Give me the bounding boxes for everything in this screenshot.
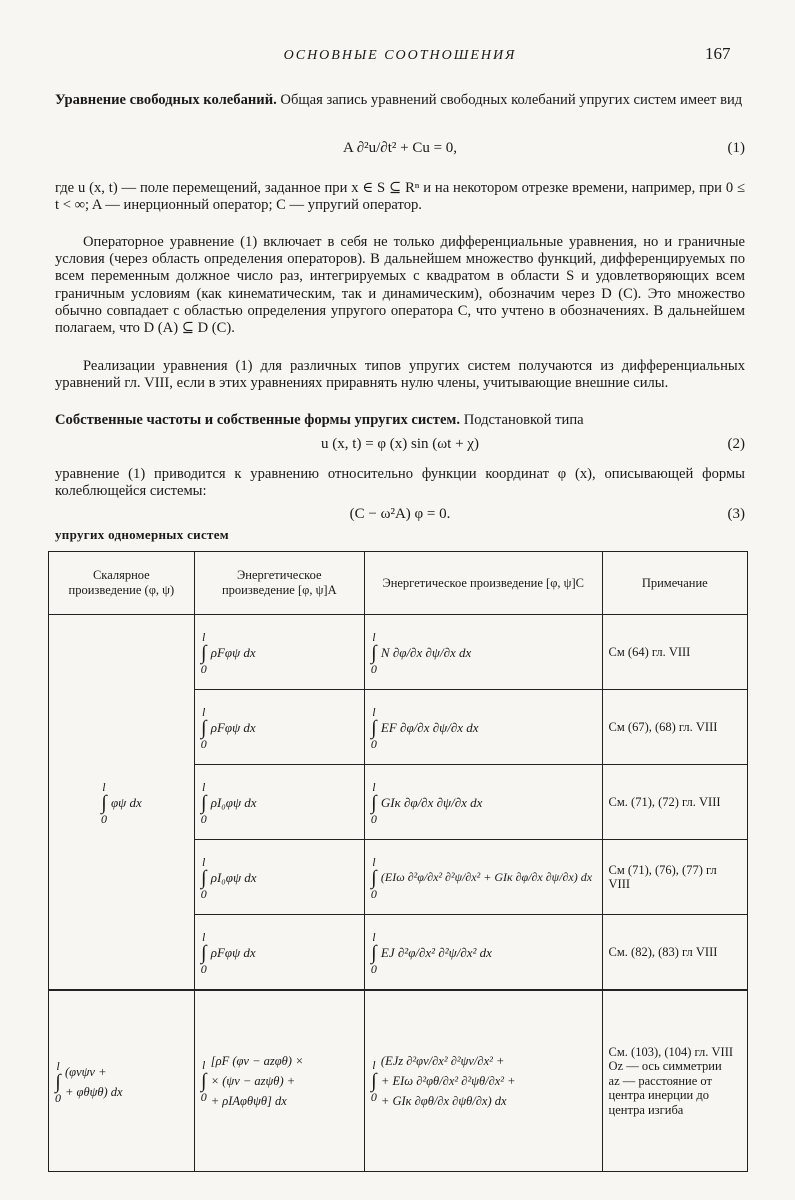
integral-sign: ∫	[101, 791, 107, 814]
upper-limit: l	[56, 1058, 60, 1073]
integrand: GIк ∂φ/∂x ∂ψ/∂x dx	[380, 794, 483, 810]
integral-expression	[201, 1051, 304, 1111]
integrand: ρFφψ dx	[210, 644, 256, 660]
integral-limits	[371, 1059, 377, 1103]
integrand: N ∂φ/∂x ∂ψ/∂x dx	[380, 644, 472, 660]
integrand: EF ∂φ/∂x ∂ψ/∂x dx	[380, 719, 479, 735]
section-heading-eigen: Собственные частоты и собственные формы упругих систем.	[55, 412, 461, 428]
integral-sign: ∫	[371, 716, 377, 739]
integral-sign: ∫	[371, 1070, 377, 1092]
header-energy-a: Энергетическое произведение [φ, ψ]A	[194, 552, 364, 615]
integrand-line: [ρF (φv − azφθ) ×	[210, 1054, 304, 1068]
integrand-line: × (ψv − azψθ) +	[210, 1074, 296, 1088]
integral-limits	[371, 631, 377, 675]
upper-limit: l	[202, 629, 206, 644]
group2-scalar-cell	[49, 990, 195, 1172]
lower-limit: 0	[200, 661, 207, 676]
integral-expression	[201, 706, 256, 750]
integral-expression	[55, 1060, 123, 1104]
paragraph-reduction: уравнение (1) приводится к уравнению относительно функции координат φ (x), описывающей формы колеблющейся системы:	[55, 466, 745, 500]
integral-sign: ∫	[371, 866, 377, 889]
page-number: 167	[705, 44, 731, 63]
paragraph-realization: Реализации уравнения (1) для различных типов упругих систем получаются из дифференциальных уравнений гл. VIII, если в этих уравнениях приравнять нулю члены, учитывающие внешние силы.	[55, 358, 745, 392]
intro-text: Общая запись уравнений свободных колебаний упругих систем имеет вид	[280, 92, 743, 108]
upper-limit: l	[202, 929, 206, 944]
lower-limit: 0	[370, 736, 377, 751]
note-line: az — расстояние от центра инерции до центра изгиба	[608, 1073, 712, 1117]
integral-expression	[371, 931, 492, 975]
row6-energy-a	[194, 990, 364, 1172]
row5-energy-c	[364, 915, 602, 991]
row5-note: См. (82), (83) гл VIII	[602, 915, 747, 991]
integral-limits	[201, 856, 207, 900]
integrand	[65, 1062, 123, 1102]
upper-limit: l	[202, 1058, 206, 1072]
lower-limit: 0	[200, 811, 207, 826]
integral-expression	[201, 781, 257, 825]
integral-limits	[371, 856, 377, 900]
integral-limits	[101, 781, 107, 825]
integral-limits	[201, 706, 207, 750]
eigen-intro: Подстановкой типа	[463, 412, 584, 428]
integral-sign: ∫	[200, 716, 207, 739]
equation-3	[55, 500, 745, 530]
equation-1	[55, 134, 745, 164]
lower-limit: 0	[370, 886, 377, 901]
upper-limit: l	[372, 929, 376, 944]
integral-limits	[371, 931, 377, 975]
lower-limit: 0	[370, 811, 377, 826]
integral-expression	[101, 781, 142, 825]
integrand	[211, 1051, 304, 1111]
running-header: ОСНОВНЫЕ СООТНОШЕНИЯ	[283, 48, 517, 63]
integrand-line: + ρIAφθψθ] dx	[210, 1094, 287, 1108]
equation-2-number: (2)	[727, 436, 745, 452]
lower-limit: 0	[55, 1090, 61, 1105]
integrand: ρI₀φψ dx	[210, 869, 257, 885]
table-row	[49, 615, 748, 690]
lower-limit: 0	[370, 661, 377, 676]
integrand: EJ ∂²φ/∂x² ∂²ψ/∂x² dx	[380, 944, 492, 960]
integrand-line: (φvψv +	[65, 1064, 107, 1079]
row1-energy-c	[364, 615, 602, 690]
integrand: ρFφψ dx	[210, 719, 256, 735]
integral-sign: ∫	[200, 1070, 207, 1092]
upper-limit: l	[202, 854, 206, 869]
lower-limit: 0	[100, 811, 107, 826]
integral-expression	[371, 1051, 516, 1111]
row2-energy-c	[364, 690, 602, 765]
integrand: φψ dx	[110, 794, 142, 810]
integral-sign: ∫	[55, 1070, 61, 1093]
table-header-row	[49, 552, 748, 615]
integral-expression	[201, 856, 257, 900]
header-note: Примечание	[602, 552, 747, 615]
lower-limit: 0	[370, 961, 377, 976]
integrand: ρI₀φψ dx	[210, 794, 257, 810]
note-line: Oz — ось симметрии	[608, 1059, 722, 1074]
upper-limit: l	[372, 1058, 376, 1072]
lower-limit: 0	[370, 1090, 377, 1104]
integral-limits	[201, 931, 207, 975]
group1-scalar-cell	[49, 615, 195, 991]
row6-note	[602, 990, 747, 1172]
row4-energy-c	[364, 840, 602, 915]
equation-2	[55, 430, 745, 460]
row6-energy-c	[364, 990, 602, 1172]
paragraph-free-vibrations	[55, 92, 745, 109]
upper-limit: l	[372, 629, 376, 644]
integral-sign: ∫	[371, 641, 377, 664]
row3-energy-c	[364, 765, 602, 840]
row4-note: См (71), (76), (77) гл VIII	[602, 840, 747, 915]
integrand: (EIω ∂²φ/∂x² ∂²ψ/∂x² + GIк ∂φ/∂x ∂ψ/∂x) dx	[380, 870, 593, 884]
header-scalar: Скалярное произведение (φ, ψ)	[49, 552, 195, 615]
equation-1-body: A ∂²u/∂t² + Cu = 0,	[342, 140, 458, 156]
header-energy-c: Энергетическое произведение [φ, ψ]C	[364, 552, 602, 615]
lower-limit: 0	[200, 886, 207, 901]
upper-limit: l	[372, 704, 376, 719]
row2-energy-a	[194, 690, 364, 765]
integral-limits	[371, 781, 377, 825]
integral-expression	[371, 781, 483, 825]
paragraph-operator: Операторное уравнение (1) включает в себя не только дифференциальные уравнения, но и граничные условия (через область определения операторов). В дальнейшем множество функций, дифференцируемых по всем переменным должное число раз, интегрируемых с квадратом в области S и удовлетворяющих всем граничным условиям (как кинематическим, так и динамическим), обозначим через D (C). Это множество обычно совпадает с областью определения упругого оператора C, что учтено в обозначениях. В дальнейшем полагаем, что D (A) ⊆ D (C).	[55, 234, 745, 337]
integral-expression	[201, 931, 256, 975]
note-line: См. (103), (104) гл. VIII	[608, 1044, 734, 1059]
integrand-line: + GIк ∂φθ/∂x ∂ψθ/∂x) dx	[380, 1094, 507, 1108]
row1-energy-a	[194, 615, 364, 690]
row5-energy-a	[194, 915, 364, 991]
integrand	[381, 1051, 516, 1111]
integrand-line: + EIω ∂²φθ/∂x² ∂²ψθ/∂x² +	[380, 1074, 516, 1088]
section-heading-free-vibrations: Уравнение свободных колебаний.	[55, 92, 277, 108]
equation-3-body: (C − ω²A) φ = 0.	[349, 506, 451, 522]
lower-limit: 0	[200, 736, 207, 751]
row4-energy-a	[194, 840, 364, 915]
equation-3-number: (3)	[727, 506, 745, 522]
upper-limit: l	[202, 779, 206, 794]
paragraph-eigen	[55, 412, 745, 429]
integral-limits	[201, 781, 207, 825]
integral-sign: ∫	[200, 941, 207, 964]
row3-note: См. (71), (72) гл. VIII	[602, 765, 747, 840]
integrand-line: + φθψθ) dx	[65, 1084, 123, 1099]
upper-limit: l	[372, 854, 376, 869]
table-caption: упругих одномерных систем	[55, 527, 229, 542]
row1-note: См (64) гл. VIII	[602, 615, 747, 690]
equation-1-number: (1)	[727, 140, 745, 156]
integral-sign: ∫	[371, 941, 377, 964]
table-row	[49, 990, 748, 1172]
integral-expression	[371, 856, 592, 900]
lower-limit: 0	[200, 961, 207, 976]
integral-sign: ∫	[200, 791, 207, 814]
integral-limits	[371, 706, 377, 750]
integral-limits	[201, 1059, 207, 1103]
integral-sign: ∫	[200, 866, 207, 889]
row3-energy-a	[194, 765, 364, 840]
integral-limits	[201, 631, 207, 675]
upper-limit: l	[372, 779, 376, 794]
integral-expression	[371, 631, 471, 675]
integral-expression	[371, 706, 479, 750]
paragraph-where: где u (x, t) — поле перемещений, заданное при x ∈ S ⊆ Rⁿ и на некотором отрезке времени, например, при 0 ≤ t < ∞; A — инерционный оператор; C — упругий оператор.	[55, 180, 745, 214]
lower-limit: 0	[200, 1090, 207, 1104]
upper-limit: l	[102, 779, 106, 794]
upper-limit: l	[202, 704, 206, 719]
integrand-line: (EJz ∂²φv/∂x² ∂²ψv/∂x² +	[380, 1054, 505, 1068]
integral-limits	[55, 1060, 61, 1104]
integral-sign: ∫	[371, 791, 377, 814]
integrand: ρFφψ dx	[210, 944, 256, 960]
products-table	[48, 551, 748, 1172]
equation-2-body: u (x, t) = φ (x) sin (ωt + χ)	[321, 436, 479, 452]
integral-sign: ∫	[200, 641, 207, 664]
integral-expression	[201, 631, 256, 675]
row2-note: См (67), (68) гл. VIII	[602, 690, 747, 765]
